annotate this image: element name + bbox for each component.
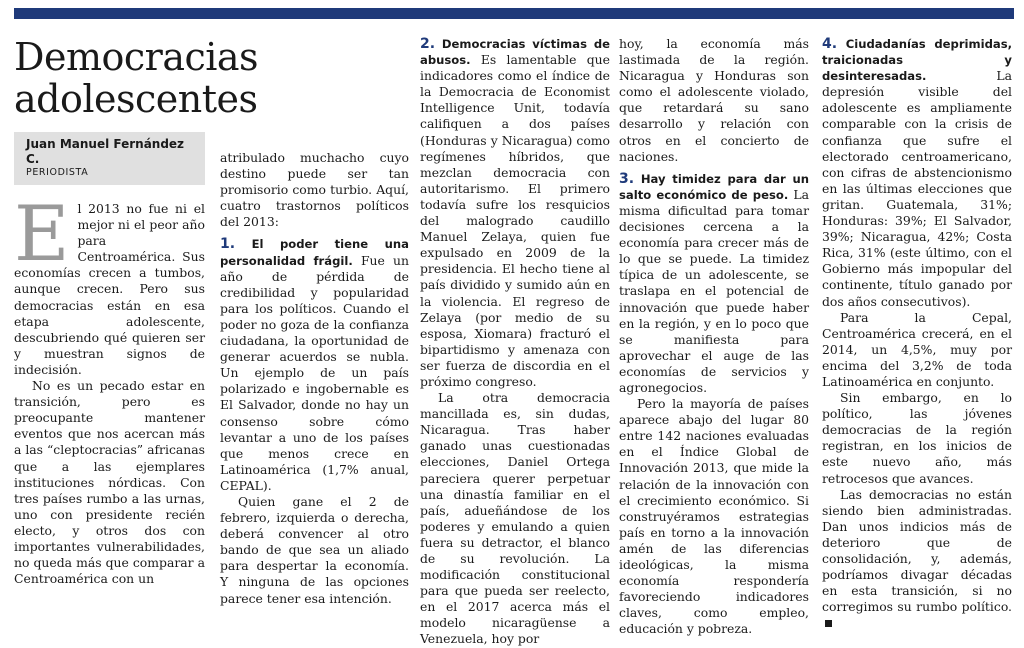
section-4	[822, 36, 1012, 310]
lead-paragraph-text: l 2013 no fue ni el mejor ni el peor año para Centroamérica. Sus economías crecen a tumbos, aunque crecen. Pero sus democracias están en esa etapa adolescente, descubriendo qué quieren ser y muestran signos de indecisión.	[14, 201, 205, 377]
author-name: Juan Manuel Fernández C.	[26, 137, 185, 166]
author-role: PERIODISTA	[26, 167, 89, 178]
article-title	[14, 35, 259, 121]
column-1	[14, 35, 259, 587]
column-4	[619, 36, 809, 637]
section-heading-text: Hay timidez para dar un salto económico de peso.	[619, 171, 809, 202]
paragraph: hoy, la economía más lastimada de la región. Nicaragua y Honduras son como el adolescente violado, que retardará su sano desarrollo y relación con otros en el concierto de naciones.	[619, 36, 809, 164]
paragraph: Para la Cepal, Centroamérica crecerá, en el 2014, un 4,5%, muy por encima del 3,2% de toda Latinoamérica en conjunto.	[822, 309, 1012, 389]
closing-text: Las democracias no están siendo bien administradas. Dan unos indicios más de deterioro que de consolidación, y, además, podríamos divagar décadas en esta transición, si no corregimos su rumbo político.	[822, 486, 1012, 615]
section-text: La depresión visible del adolescente es ampliamente comparable con la crisis de confianza que sufre el electorado centroamericano, con cifras de abstencionismo en las últimas elecciones que gritan. Guatemala, 31%; Honduras: 39%; El Salvador, 39%; Nicaragua, 42%; Costa Rica, 31% (este último, con el Gobierno más impopular del continente, título ganado por dos años consecutivos).	[822, 68, 1012, 309]
section-heading-text: Ciudadanías deprimidas, traicionadas y desinteresadas.	[822, 37, 1012, 84]
section-text: Es lamentable que indicadores como el índice de la Democracia de Economist Intelligence Unit, todavía califiquen a dos países (Honduras y Nicaragua) como regímenes híbridos, que mezclan democracia con autoritarismo. El primero todavía sufre los resquicios del malogrado caudillo Manuel Zelaya, quien fue expulsado en 2009 de la presidencia. El hecho tiene al país dividido y sumido aún en la violencia. El regreso de Zelaya (por medio de su esposa, Xiomara) fracturó el bipartidismo y amenaza con ser fuerza de discordia en el próximo congreso.	[420, 52, 610, 389]
column-5	[822, 36, 1012, 631]
top-color-bar	[14, 8, 1014, 19]
section-number: 3.	[619, 170, 635, 187]
section-3	[619, 171, 809, 396]
section-text: La misma dificultad para tomar decisiones cercena a la economía para crecer más de lo que se puede. La timidez típica de un adolescente, se traslapa en el potencial de innovación que puede haber en la región, y en lo poco que se manifiesta para aprovechar el auge de las economías de servicios y agronegocios.	[619, 186, 809, 395]
paragraph: Quien gane el 2 de febrero, izquierda o derecha, deberá convencer al otro bando de que sea un aliado para despertar la economía. Y ninguna de las opciones parece tener esa intención.	[220, 493, 409, 606]
closing-paragraph	[822, 487, 1012, 632]
section-text: Fue un año de pérdida de credibilidad y popularidad para los políticos. Cuando el poder no goza de la confianza ciudadana, la oportunidad de generar acuerdos se nubla. Un ejemplo de un país polarizado e ingobernable es El Salvador, donde no hay un consenso sobre cómo levantar a uno de los países que menos crece en Latinoamérica (1,7% anual, CEPAL).	[220, 252, 410, 493]
section-1	[220, 236, 409, 494]
drop-cap: E	[14, 189, 70, 278]
title-line-2: adolescentes	[14, 77, 258, 121]
title-line-1: Democracias	[14, 35, 259, 79]
column-2	[220, 150, 409, 607]
end-mark-icon	[825, 620, 832, 627]
section-number: 1.	[220, 236, 236, 253]
section-number: 2.	[420, 36, 436, 52]
section-heading	[822, 37, 1012, 83]
byline-box	[14, 132, 205, 185]
column-3	[420, 36, 610, 648]
paragraph: Sin embargo, en lo político, las jóvenes democracias de la región registran, en los inicios de este nuevo año, más retrocesos que avances.	[822, 390, 1012, 486]
paragraph: atribulado muchacho cuyo destino puede ser tan promisorio como turbio. Aquí, cuatro trastornos políticos del 2013:	[220, 150, 409, 230]
paragraph: La otra democracia mancillada es, sin dudas, Nicaragua. Tras haber ganado unas cuestionadas elecciones, Daniel Ortega pareciera querer perpetuar una dinastía familiar en el país, adueñándose de los poderes y emulando a quien fuera su detractor, el blanco de su revolución. La modificación constitucional para que pueda ser reelecto, en el 2017 acerca más el modelo nicaragüense a Venezuela, hoy por	[420, 390, 610, 647]
section-number: 4.	[822, 36, 838, 52]
section-heading	[619, 172, 809, 202]
paragraph: No es un pecado estar en transición, pero es preocupante mantener eventos que nos acercan más a las “cleptocracias” africanas que a las ejemplares instituciones nórdicas. Con tres países rumbo a las urnas, uno con presidente recién electo, y otros dos con importantes vulnerabilidades, no queda más que comparar a Centroamérica con un	[14, 378, 205, 587]
lead-paragraph	[14, 189, 205, 378]
section-heading-text: Democracias víctimas de abusos.	[420, 37, 610, 68]
paragraph: Pero la mayoría de países aparece abajo del lugar 80 entre 142 naciones evaluadas en el Índice Global de Innovación 2013, que mide la relación de la innovación con el crecimiento económico. Si construyéramos estrategias país en torno a la innovación amén de las diferencias ideológicas, la misma economía respondería favoreciendo indicadores claves, como empleo, educación y pobreza.	[619, 396, 809, 637]
section-heading-text: El poder tiene una personalidad frágil.	[220, 237, 409, 268]
section-2	[420, 36, 610, 390]
